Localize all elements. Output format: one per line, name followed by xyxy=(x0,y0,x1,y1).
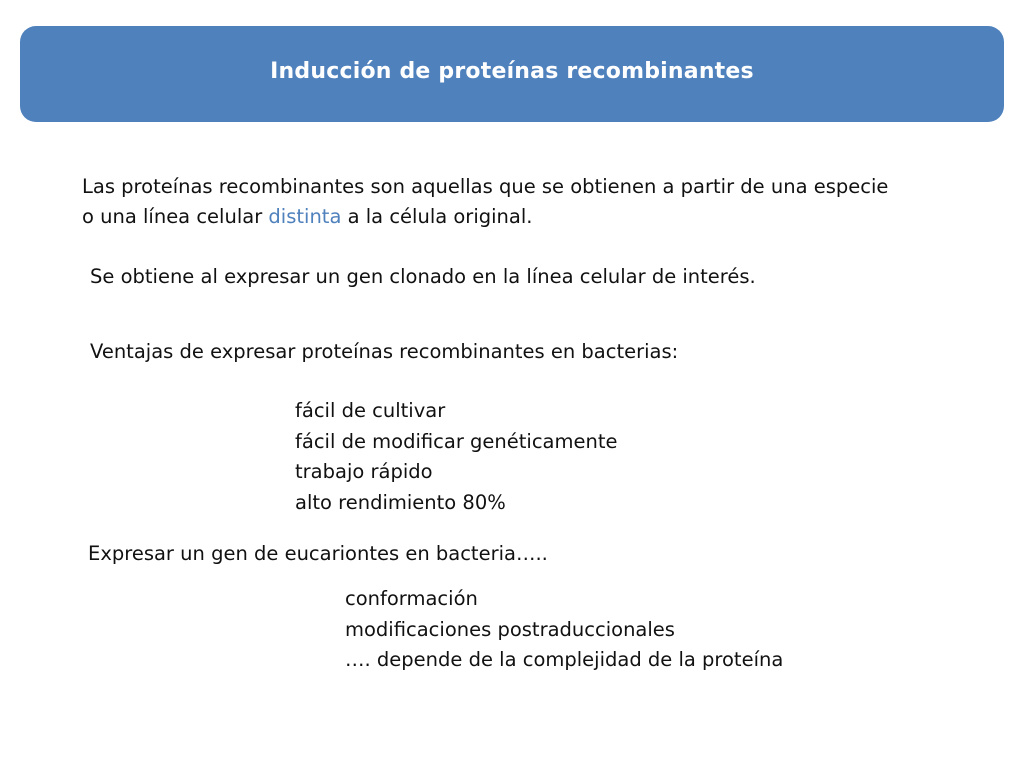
title-banner xyxy=(20,26,1004,122)
list-item: …. depende de la complejidad de la proteína xyxy=(345,648,784,671)
list-item: trabajo rápido xyxy=(295,460,433,483)
intro-line-2-start: o una línea celular xyxy=(82,205,269,228)
list-item: conformación xyxy=(345,587,478,610)
list-item: fácil de modificar genéticamente xyxy=(295,429,618,453)
list-item: modificaciones postraduccionales xyxy=(345,617,675,641)
highlighted-word: distinta xyxy=(268,205,342,228)
intro-line-2 xyxy=(82,202,888,232)
slide-title: Inducción de proteínas recombinantes xyxy=(270,58,754,84)
gene-expression-statement: Se obtiene al expresar un gen clonado en la línea celular de interés. xyxy=(90,265,756,288)
eukaryote-issues-list xyxy=(345,584,783,676)
advantages-list xyxy=(295,396,618,518)
intro-paragraph xyxy=(82,172,888,232)
advantages-heading: Ventajas de expresar proteínas recombinantes en bacterias: xyxy=(90,340,679,363)
intro-line-1: Las proteínas recombinantes son aquellas que se obtienen a partir de una especie xyxy=(82,175,889,198)
list-item: fácil de cultivar xyxy=(295,399,446,422)
intro-line-2-end: a la célula original. xyxy=(341,205,533,228)
list-item: alto rendimiento 80% xyxy=(295,490,506,514)
eukaryote-heading: Expresar un gen de eucariontes en bacteria….. xyxy=(88,542,548,565)
